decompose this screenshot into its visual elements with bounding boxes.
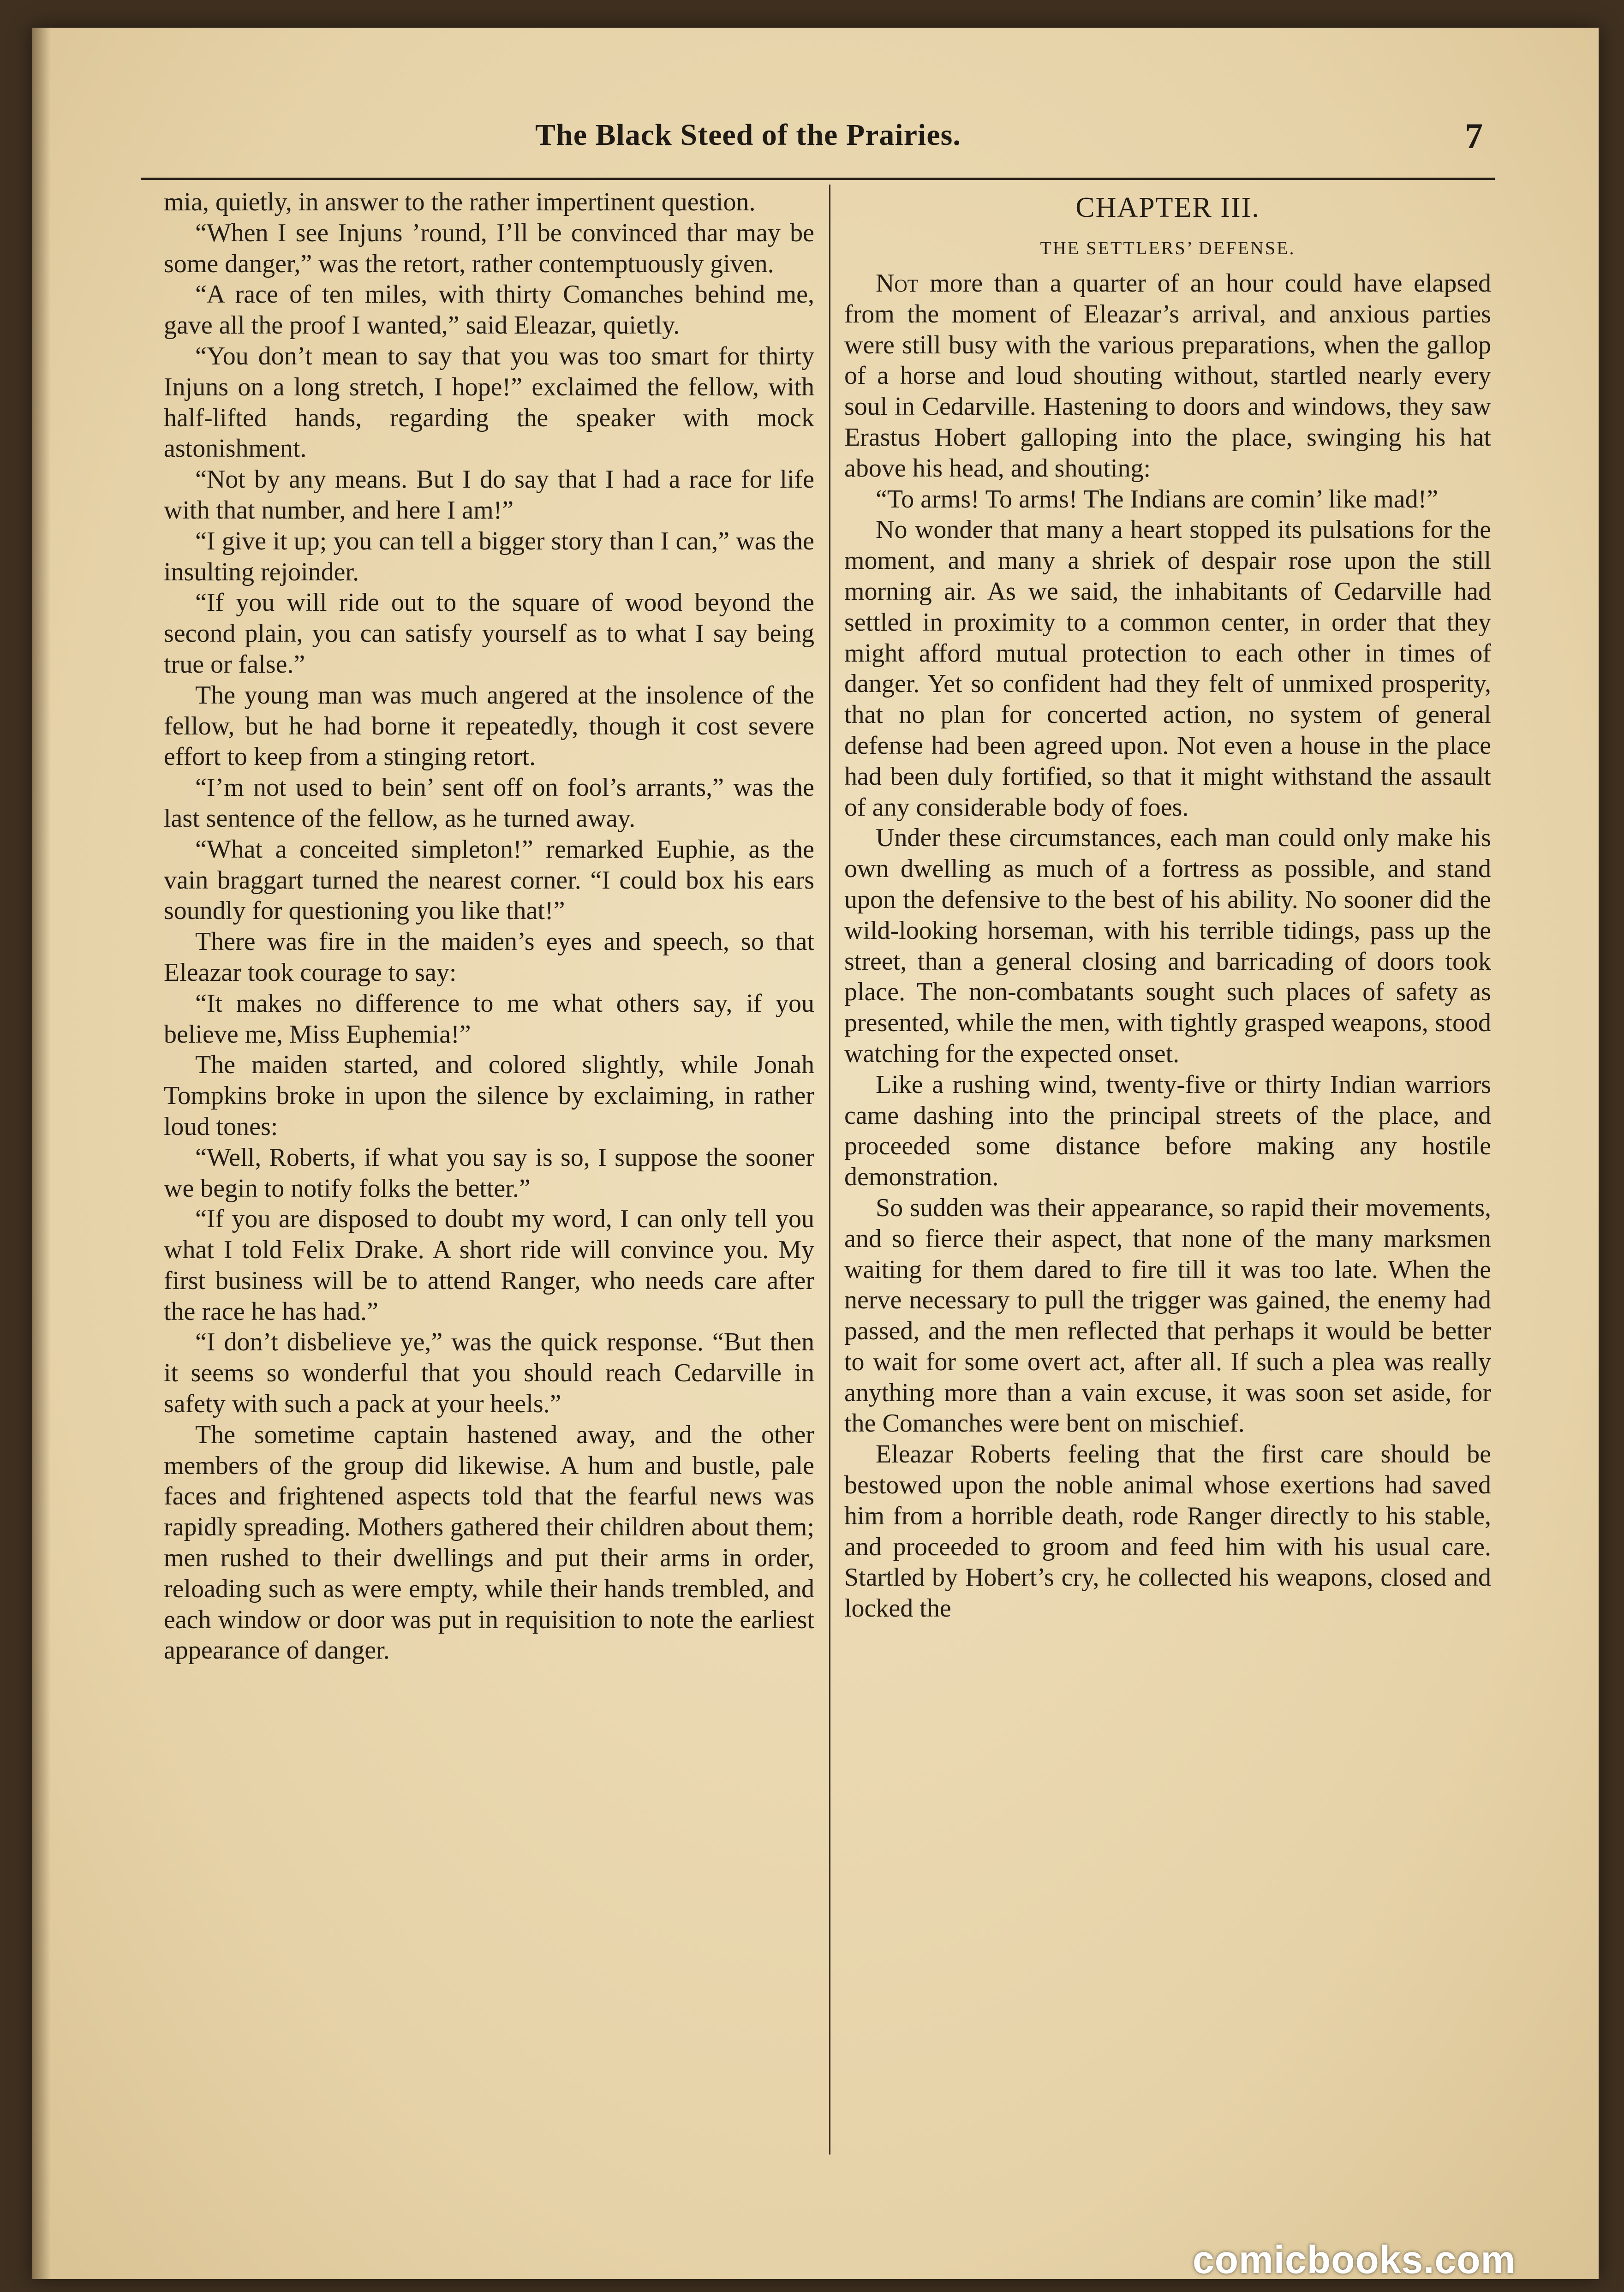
paragraph: The sometime captain hastened away, and the other members of the group did likewise. A hum and bustle, pale faces and frightened aspects told that the fearful news was rapidly spreading. Mothers gathered their children about them; men rushed to their dwellings and put their arms in order, reloading such as were empty, while their hands trembled, and each window or door was put in requisition to note the earliest appearance of danger. (164, 1420, 814, 1665)
paragraph: “I don’t disbelieve ye,” was the quick response. “But then it seems so wonderful that you should reach Cedarville in safety with such a pack at your heels.” (164, 1328, 814, 1419)
paragraph: “If you will ride out to the square of wood beyond the second plain, you can satisfy yourself as to what I say being true or false.” (164, 588, 814, 679)
paragraph: Eleazar Roberts feeling that the first care should be bestowed upon the noble animal whose exertions had saved him from a horrible death, rode Ranger directly to his stable, and proceeded to groom and feed him with his usual care. Startled by Hobert’s cry, he collected his weapons, closed and locked the (844, 1440, 1491, 1623)
opening-paragraph (844, 268, 1491, 484)
paragraph: “It makes no difference to me what others say, if you believe me, Miss Euphemia!” (164, 989, 814, 1049)
paragraph: There was fire in the maiden’s eyes and speech, so that Eleazar took courage to say: (164, 927, 814, 987)
chapter-title: CHAPTER III. (1075, 192, 1260, 223)
paragraph: “To arms! To arms! The Indians are comin’ like mad!” (876, 484, 1439, 513)
paragraph: “A race of ten miles, with thirty Comanches behind me, gave all the proof I wanted,” said Eleazar, quietly. (164, 280, 814, 340)
header-rule (141, 178, 1495, 180)
opening-word: Not (876, 269, 919, 298)
paragraph: “Not by any means. But I do say that I had a race for life with that number, and here I am!” (164, 465, 814, 525)
column-divider (829, 185, 830, 2155)
opening-paragraph-text: more than a quarter of an hour could have elapsed from the moment of Eleazar’s arrival, and anxious parties were still busy with the various preparations, when the gallop of a horse and loud shouting without, startled nearly every soul in Cedarville. Hastening to doors and windows, they saw Erastus Hobert galloping into the place, swinging his hat above his head, and shouting: (844, 269, 1491, 483)
paragraph: mia, quietly, in answer to the rather impertinent question. (164, 188, 756, 216)
paragraph: “If you are disposed to doubt my word, I can only tell you what I told Felix Drake. A short ride will convince you. My first business will be to attend Ranger, who needs care after the race he has had.” (164, 1205, 814, 1326)
paragraph: “What a conceited simpleton!” remarked Euphie, as the vain braggart turned the nearest corner. “I could box his ears soundly for questioning you like that!” (164, 835, 814, 925)
left-column (164, 187, 814, 1666)
paragraph: “I’m not used to bein’ sent off on fool’s arrants,” was the last sentence of the fellow, as he turned away. (164, 773, 814, 833)
right-column (844, 187, 1491, 1624)
paragraph: Under these circumstances, each man could only make his own dwelling as much of a fortress as possible, and stand upon the defensive to the best of his ability. No sooner did the wild-looking horseman, with his terrible tidings, pass up the street, than a general closing and barricading of doors took place. The non-combatants sought such places of safety as presented, while the men, with tightly grasped weapons, stood watching for the expected onset. (844, 824, 1491, 1068)
gutter-shadow (32, 28, 51, 2279)
chapter-subtitle: THE SETTLERS’ DEFENSE. (1040, 238, 1296, 258)
paragraph: The maiden started, and colored slightly, while Jonah Tompkins broke in upon the silence by exclaiming, in rather loud tones: (164, 1050, 814, 1141)
watermark: comicbooks.com (1193, 2238, 1516, 2281)
paragraph: “Well, Roberts, if what you say is so, I suppose the sooner we begin to notify folks the better.” (164, 1143, 814, 1203)
paragraph: “When I see Injuns ’round, I’ll be convinced thar may be some danger,” was the retort, rather contemptuously given. (164, 218, 814, 278)
paragraph: No wonder that many a heart stopped its pulsations for the moment, and many a shriek of despair rose upon the still morning air. As we said, the inhabitants of Cedarville had settled in proximity to a common center, in order that they might afford mutual protection to each other in times of danger. Yet so confident had they felt of unmixed prosperity, that no plan for concerted action, no system of general defense had been agreed upon. Not even a house in the place had been duly fortified, so that it might withstand the assault of any considerable body of foes. (844, 515, 1491, 822)
paragraph: “You don’t mean to say that you was too smart for thirty Injuns on a long stretch, I hope!” exclaimed the fellow, with half-lifted hands, regarding the speaker with mock astonishment. (164, 341, 814, 463)
running-title: The Black Steed of the Prairies. (535, 118, 961, 152)
page-number: 7 (1465, 116, 1483, 156)
paragraph: So sudden was their appearance, so rapid their movements, and so fierce their aspect, that none of the many marksmen waiting for them dared to fire till it was too late. When the nerve necessary to pull the trigger was gained, the enemy had passed, and the men reflected that perhaps it would be better to wait for some overt act, after all. If such a plea was really anything more than a vain excuse, it was soon set aside, for the Comanches were bent on mischief. (844, 1193, 1491, 1438)
paragraph: “I give it up; you can tell a bigger story than I can,” was the insulting rejoinder. (164, 526, 814, 586)
paragraph: Like a rushing wind, twenty-five or thirty Indian warriors came dashing into the principal streets of the place, and proceeded some distance before making any hostile demonstration. (844, 1070, 1491, 1192)
paragraph: The young man was much angered at the insolence of the fellow, but he had borne it repeatedly, though it cost severe effort to keep from a stinging retort. (164, 680, 814, 771)
